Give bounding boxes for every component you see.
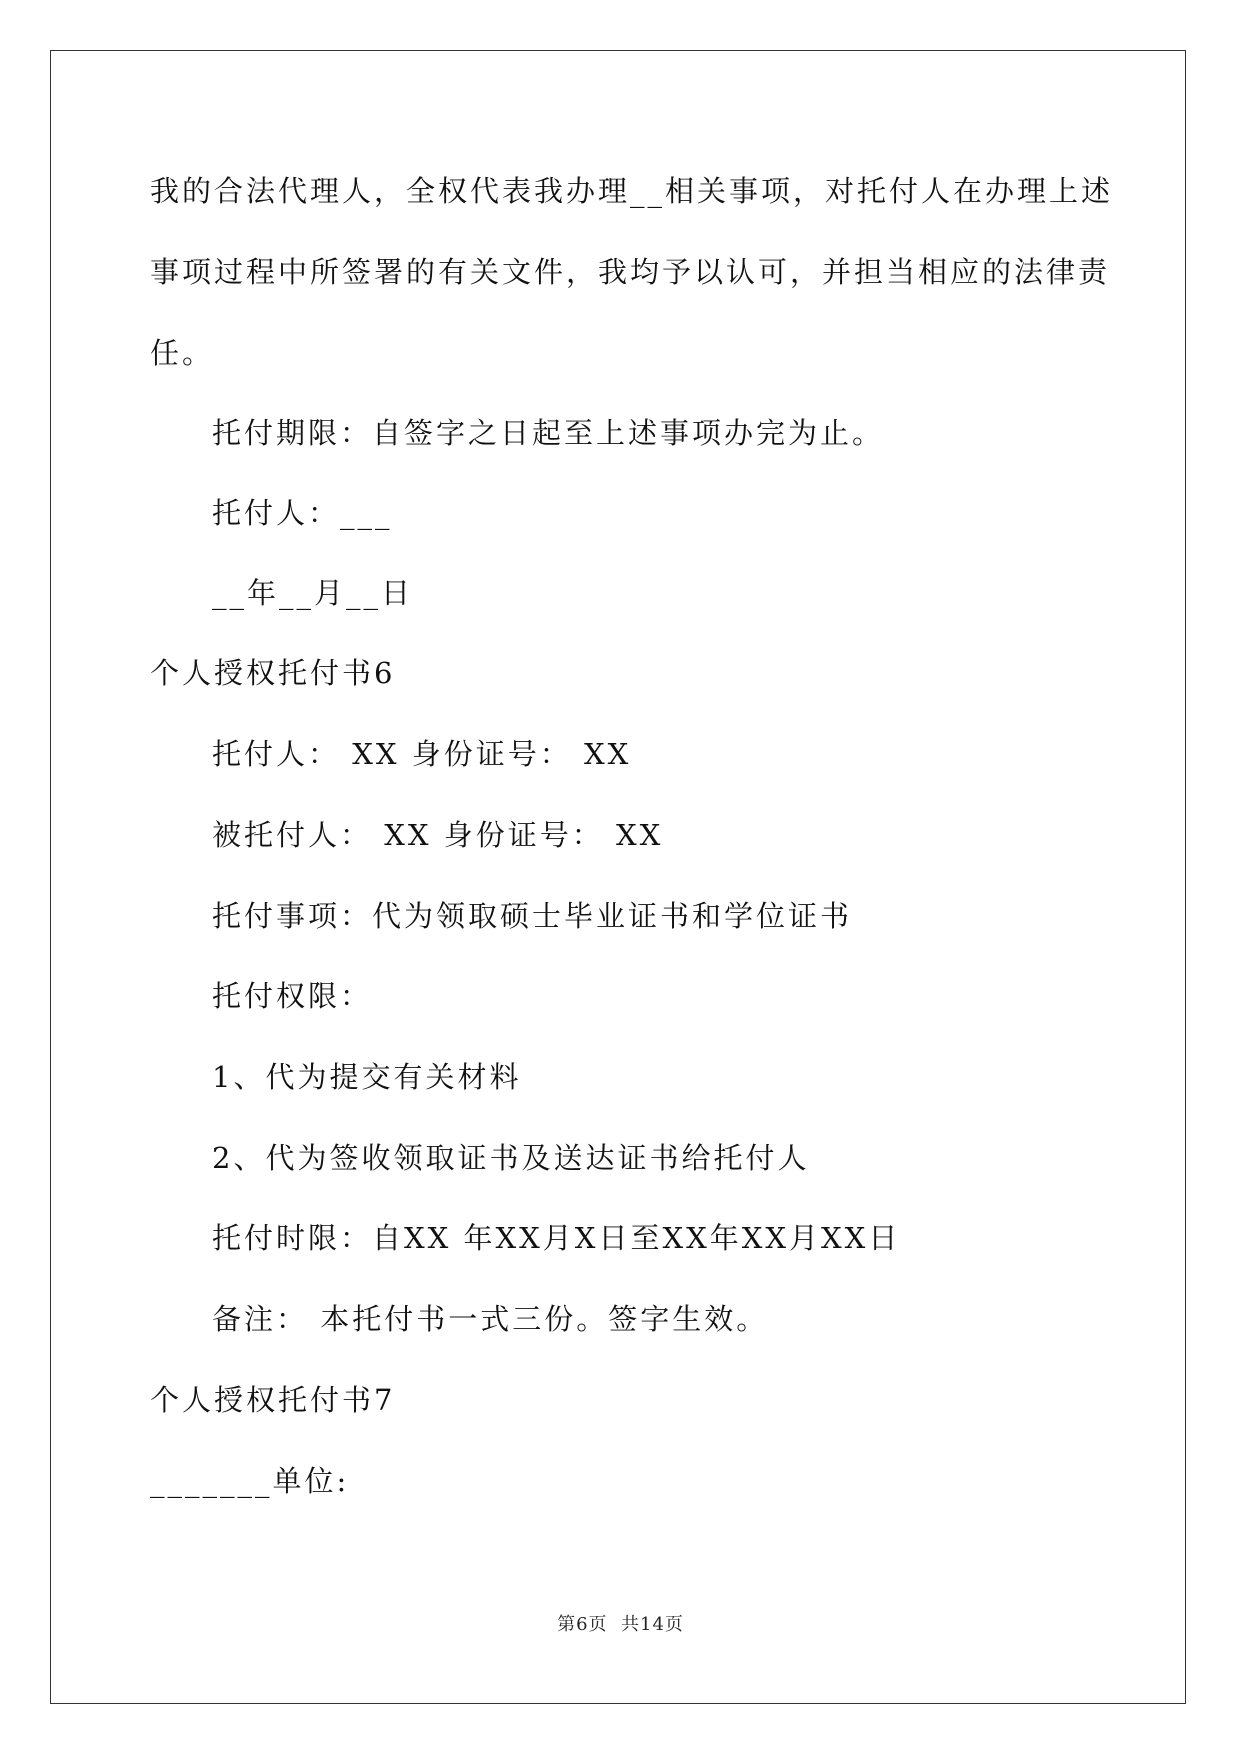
term-line: 托付期限：自签字之日起至上述事项办完为止。 bbox=[212, 416, 885, 450]
date-line: __年__月__日 bbox=[212, 576, 414, 610]
principal-line: 托付人：___ bbox=[212, 496, 393, 530]
section-heading-7: 个人授权托付书7 bbox=[150, 1383, 396, 1417]
remarks-line: 备注： 本托付书一式三份。签字生效。 bbox=[212, 1302, 769, 1336]
authority-heading: 托付权限： bbox=[212, 979, 373, 1013]
body-line-3: 任。 bbox=[150, 336, 215, 370]
section-heading-6: 个人授权托付书6 bbox=[150, 656, 396, 690]
page-border bbox=[50, 50, 1186, 1704]
body-line-2: 事项过程中所签署的有关文件，我均予以认可，并担当相应的法律责 bbox=[150, 255, 1111, 289]
authority-item-1: 1、代为提交有关材料 bbox=[212, 1060, 522, 1094]
authority-item-2: 2、代为签收领取证书及送达证书给托付人 bbox=[212, 1141, 810, 1175]
time-limit-line: 托付时限：自XX 年XX月X日至XX年XX月XX日 bbox=[212, 1221, 901, 1255]
unit-line: _______单位: bbox=[150, 1464, 350, 1498]
body-line-1: 我的合法代理人，全权代表我办理__相关事项，对托付人在办理上述 bbox=[150, 174, 1114, 208]
page-number-footer: 第6页 共14页 bbox=[557, 1614, 684, 1635]
agent-id-line: 被托付人： XX 身份证号： XX bbox=[212, 818, 664, 852]
principal-id-line: 托付人： XX 身份证号： XX bbox=[212, 737, 632, 771]
matters-line: 托付事项：代为领取硕士毕业证书和学位证书 bbox=[212, 899, 853, 933]
